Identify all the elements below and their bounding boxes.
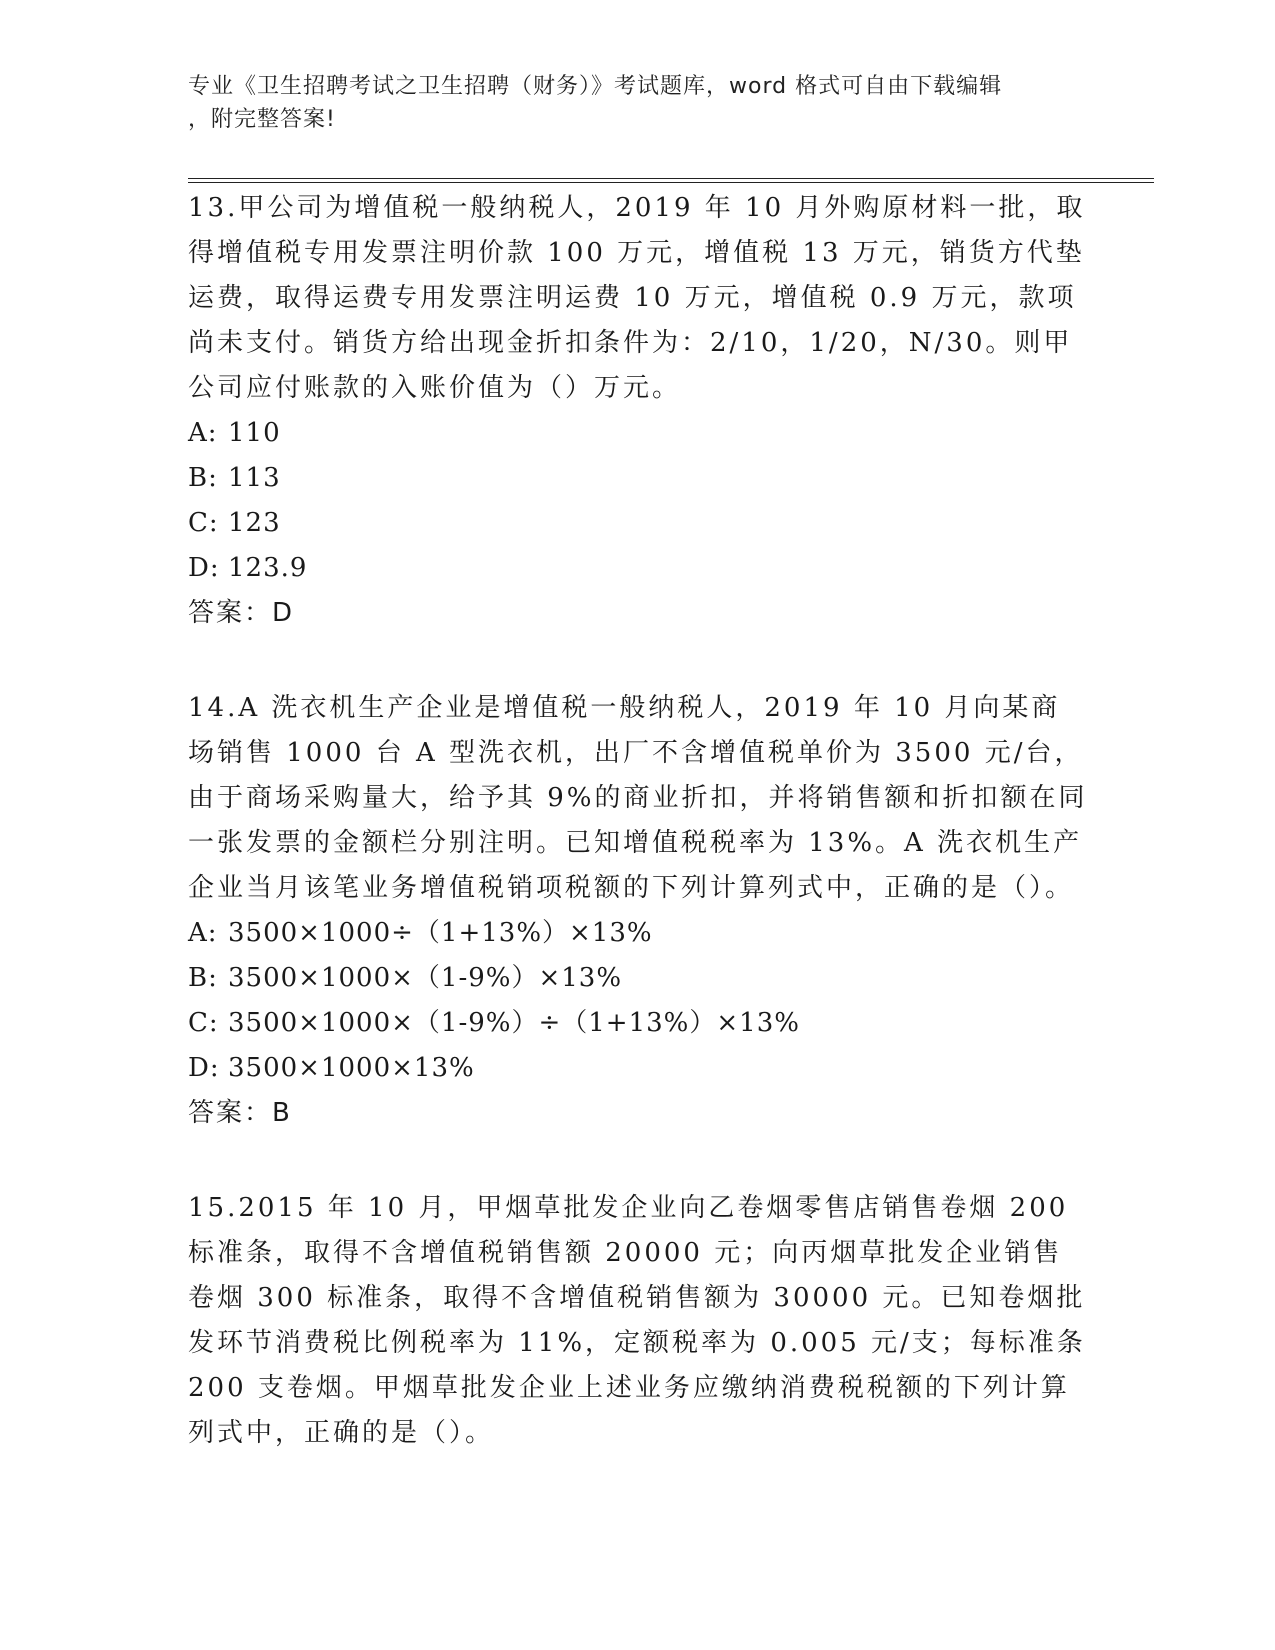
question-text: 14.A 洗衣机生产企业是增值税一般纳税人，2019 年 10 月向某商场销售 1000 台 A 型洗衣机，出厂不含增值税单价为 3500 元/台，由于商场采购量大，给予其 9%的商业折扣，并将销售额和折扣额在同一张发票的金额栏分别注明。已知增值税税率为 13%。A 洗衣机生产企业当月该笔业务增值税销项税额的下列计算列式中，正确的是（）。 xyxy=(188,693,1088,903)
option-value: 123.9 xyxy=(228,553,308,583)
question-text: 15.2015 年 10 月，甲烟草批发企业向乙卷烟零售店销售卷烟 200 标准条，取得不含增值税销售额 20000 元；向丙烟草批发企业销售卷烟 300 标准条，取得不含增值税销售额为 30000 元。已知卷烟批发环节消费税比例税率为 11%，定额税率为 0.005 元/支；每标准条 200 支卷烟。甲烟草批发企业上述业务应缴纳消费税税额的下列计算列式中，正确的是（）。 xyxy=(188,1193,1086,1448)
option-letter: C: xyxy=(188,508,219,538)
option-value: 110 xyxy=(228,418,281,448)
header-line-1: 专业《卫生招聘考试之卫生招聘（财务）》考试题库，word 格式可自由下载编辑 xyxy=(188,74,1003,99)
option-letter: B: xyxy=(188,463,218,493)
header-divider-bottom xyxy=(188,182,1154,183)
option-a xyxy=(188,911,1088,956)
option-letter: B: xyxy=(188,963,218,993)
question-text: 13.甲公司为增值税一般纳税人，2019 年 10 月外购原材料一批，取得增值税专用发票注明价款 100 万元，增值税 13 万元，销货方代垫运费，取得运费专用发票注明运费 10 万元，增值税 0.9 万元，款项尚未支付。销货方给出现金折扣条件为：2/10，1/20，N/30。则甲公司应付账款的入账价值为（）万元。 xyxy=(188,193,1086,403)
option-d xyxy=(188,1046,1088,1091)
option-value: 3500×1000÷（1+13%）×13% xyxy=(228,918,653,948)
header-divider-top xyxy=(188,178,1154,179)
option-d xyxy=(188,546,1088,591)
option-letter: D: xyxy=(188,553,220,583)
option-value: 3500×1000×（1-9%）÷（1+13%）×13% xyxy=(228,1008,800,1038)
option-letter: A: xyxy=(188,418,218,448)
question-13 xyxy=(188,186,1088,636)
answer-line: 答案：D xyxy=(188,598,295,628)
option-b xyxy=(188,456,1088,501)
answer-line: 答案：B xyxy=(188,1098,292,1128)
option-b xyxy=(188,956,1088,1001)
option-letter: C: xyxy=(188,1008,219,1038)
option-letter: A: xyxy=(188,918,218,948)
option-c xyxy=(188,1001,1088,1046)
option-letter: D: xyxy=(188,1053,220,1083)
option-value: 3500×1000×（1-9%）×13% xyxy=(228,963,623,993)
option-value: 123 xyxy=(228,508,281,538)
option-c xyxy=(188,501,1088,546)
option-value: 113 xyxy=(228,463,281,493)
question-14 xyxy=(188,686,1088,1136)
document-header xyxy=(188,70,1088,136)
option-value: 3500×1000×13% xyxy=(228,1053,475,1083)
question-15 xyxy=(188,1186,1088,1456)
header-line-2: ，附完整答案! xyxy=(188,107,336,132)
option-a xyxy=(188,411,1088,456)
